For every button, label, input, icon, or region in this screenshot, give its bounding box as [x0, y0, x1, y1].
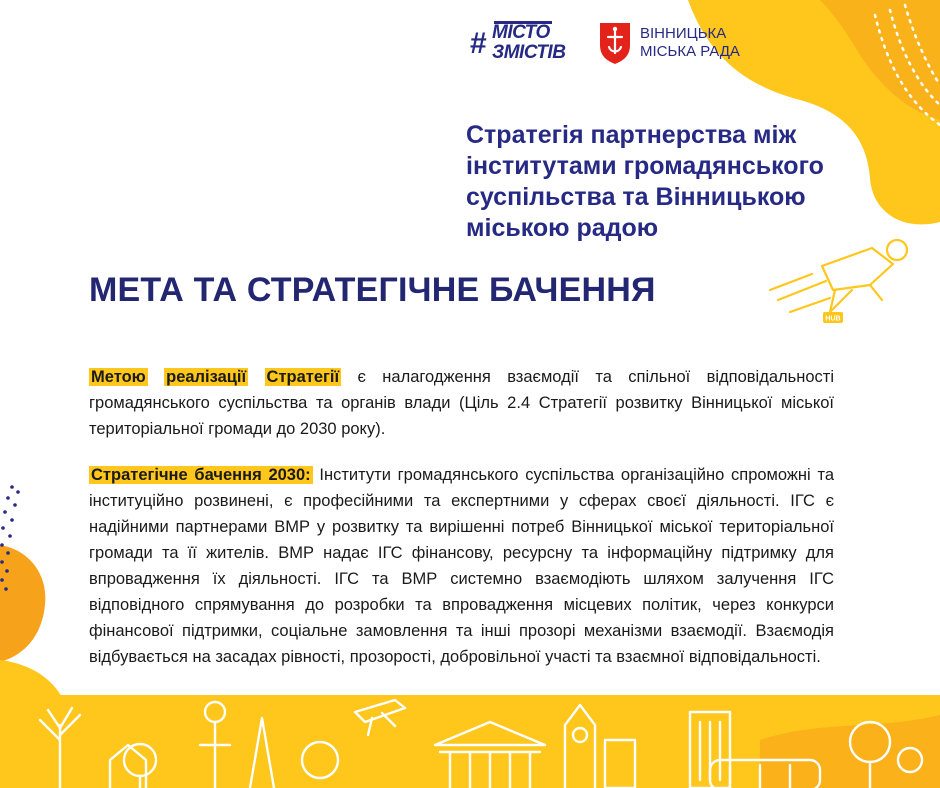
- city-council-name-line2: МІСЬКА РАДА: [640, 43, 740, 60]
- misto-logo-word2: ЗМІСТІВ: [492, 42, 566, 63]
- vision-paragraph: [89, 462, 834, 670]
- hub-badge: HUB: [825, 315, 841, 323]
- vision-label: Стратегічне бачення 2030:: [91, 466, 311, 484]
- misto-hash: #: [470, 27, 487, 60]
- left-blob-orange: [0, 545, 45, 662]
- goal-highlight-1: Метою: [91, 368, 146, 386]
- city-council-name-line1: ВІННИЦЬКА: [640, 25, 727, 42]
- plane-doodle: [770, 240, 907, 312]
- goal-paragraph: [89, 364, 834, 442]
- page-title: МЕТА ТА СТРАТЕГІЧНЕ БАЧЕННЯ: [89, 271, 656, 309]
- goal-text: є налагодження взаємодії та спільної відповідальності громадянського суспільства та органів влади (Ціль 2.4 Стратегії розвитку Вінницької міської територіальної громади до 2030 року).: [89, 368, 834, 438]
- coat-of-arms-icon: [598, 21, 632, 65]
- misto-logo-word1: МІСТО: [492, 22, 550, 43]
- document-subtitle: Стратегія партнерства між інститутами громадянського суспільства та Вінницькою міською радою: [466, 121, 824, 242]
- city-council-name: [640, 25, 740, 61]
- goal-highlight-2: реалізації: [166, 368, 247, 386]
- header-logos: [470, 18, 740, 68]
- vinnytsia-city-council-logo: [598, 21, 740, 65]
- vision-text: Інститути громадянського суспільства організаційно спроможні та інституційно розвинені, є професійними та експертними у сферах своєї діяльності. ІГС є надійними партнерами ВМР у розвитку та вирішенні потреб Вінницької міської територіальної громади та її жителів. ВМР надає ІГС фінансову, ресурсну та інформаційну підтримку для впровадження їх діяльності. ІГС та ВМР системно взаємодіють шляхом залучення ІГС відповідного спрямування до розробки та впровадження місцевих політик, через конкурси фінансової підтримки, соціальне замовлення та інші прозорі механізми взаємодії. Взаємодія відбувається на засадах рівності, прозорості, добровільної участі та взаємної відповідальності.: [89, 466, 834, 666]
- goal-highlight-3: Стратегії: [266, 368, 340, 386]
- misto-zmistiv-logo: [470, 21, 580, 65]
